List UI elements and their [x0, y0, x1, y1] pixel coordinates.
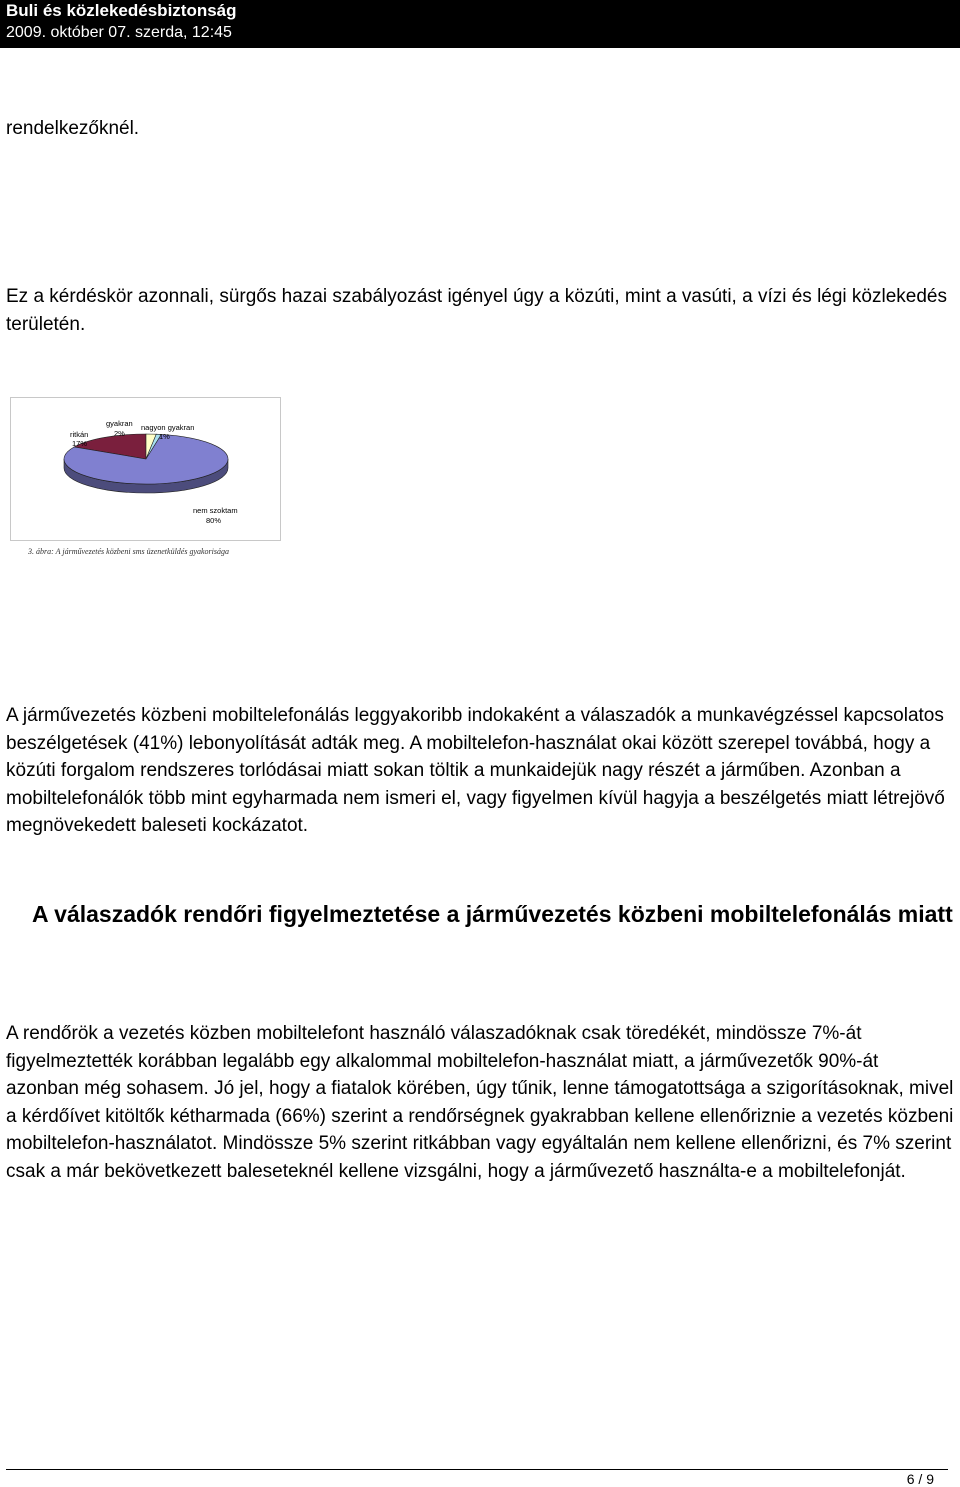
paragraph-4: A rendőrök a vezetés közben mobiltelefont használó válaszadóknak csak töredékét, mindössze 7%-át figyelmeztették korábban legalább egy alkalommal mobiltelefon-használat miatt, a járművezetők 90%-át azonban még sohasem. Jó jel, hogy a fiatalok körében, úgy tűnik, lenne támogatottsága a szigorításoknak, mivel a kérdőívet kitöltők kétharmada (66%) szerint a rendőrségnek gyakrabban kellene ellenőriznie a vezetés közbeni mobiltelefon-használatot. Mindössze 5% szerint ritkábban vagy egyáltalán nem kellene ellenőrizni, és 7% szerint csak a már bekövetkezett baleseteknél kellene vizsgálni, hogy a járművezető használta-e a mobiltelefonját.: [6, 1023, 954, 1182]
paragraph-2: Ez a kérdéskör azonnali, sürgős hazai szabályozást igényel úgy a közúti, mint a vasúti, a vízi és légi közlekedés területén.: [6, 286, 947, 335]
paragraph-1: rendelkezőknél.: [6, 118, 140, 139]
pie-chart: [10, 397, 282, 562]
slice-label-gyakran: gyakran: [106, 419, 133, 428]
slice-pct-nem-szoktam: 80%: [206, 516, 222, 525]
section-heading: A válaszadók rendőri figyelmeztetése a járművezetés közbeni mobiltelefonálás miatt: [32, 901, 953, 927]
slice-pct-nagyon-gyakran: 1%: [159, 432, 170, 441]
footer-divider: [6, 1469, 948, 1470]
document-title: Buli és közlekedésbiztonság: [6, 1, 237, 20]
slice-label-nagyon-gyakran: nagyon gyakran: [141, 423, 195, 432]
header-bar: [0, 0, 960, 48]
figure-caption: 3. ábra: A járművezetés közbeni sms üzenetküldés gyakorisága: [28, 547, 230, 556]
slice-pct-ritkan: 17%: [72, 439, 88, 448]
document-date: 2009. október 07. szerda, 12:45: [6, 24, 232, 41]
slice-label-ritkan: ritkán: [70, 430, 89, 439]
paragraph-3: A járművezetés közbeni mobiltelefonálás leggyakoribb indokaként a válaszadók a munkavégzéssel kapcsolatos beszélgetések (41%) lebonyolítását adták meg. A mobiltelefon-használat okai között szerepel továbbá, hogy a közúti forgalom rendszeres torlódásai miatt sokan töltik a munkaidejük nagy részét a járműben. Azonban a mobiltelefonálók több mint egyharmada nem ismeri el, vagy figyelmen kívül hagyja a beszélgetés miatt létrejövő megnövekedett baleseti kockázatot.: [6, 705, 945, 836]
slice-pct-gyakran: 2%: [114, 429, 125, 438]
pie-chart-figure: [10, 397, 282, 562]
page-number: 6 / 9: [906, 1471, 934, 1487]
slice-label-nem-szoktam: nem szoktam: [193, 506, 238, 515]
